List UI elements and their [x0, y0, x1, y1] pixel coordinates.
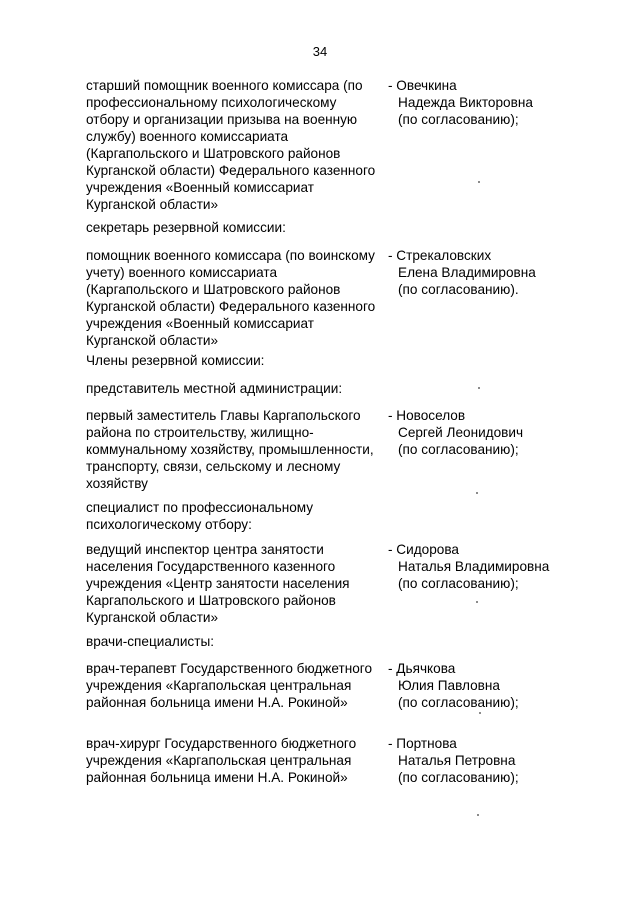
entry-note: (по согласованию); [398, 112, 519, 127]
entry-position: ведущий инспектор центра занятости населения Государственного казенного учреждения «Центр занятости населения Каргапольского и Шатровского районов Курганской области» [86, 542, 350, 625]
entry-position: первый заместитель Главы Каргапольского района по строительству, жилищно-коммунальному хозяйству, промышленности, транспорту, связи, сельскому и лесному хозяйству [86, 408, 374, 491]
entry-ovechkina [86, 77, 576, 213]
scan-speck [478, 181, 480, 183]
entry-surname: - Овечкина [388, 78, 457, 93]
entry-portnova [86, 735, 576, 786]
entry-dyachkova [86, 660, 576, 711]
entry-name: Юлия Павловна [398, 678, 500, 693]
section-members: Члены резервной комиссии: [86, 353, 265, 368]
entry-surname: - Дьячкова [388, 661, 456, 676]
entry-strekalovskikh [86, 247, 576, 349]
entry-position: врач-терапевт Государственного бюджетного учреждения «Каргапольская центральная районная больница имени Н.А. Рокиной» [86, 661, 373, 710]
entry-name: Елена Владимировна [398, 265, 536, 280]
entry-note: (по согласованию); [398, 770, 519, 785]
entry-note: (по согласованию); [398, 442, 519, 457]
entry-person [388, 541, 549, 626]
entry-person [388, 407, 523, 492]
entry-surname: - Новоселов [388, 408, 466, 423]
scan-speck [479, 712, 481, 714]
section-doctors: врачи-специалисты: [86, 634, 214, 649]
entry-note: (по согласованию); [398, 576, 519, 591]
scan-speck [476, 492, 478, 494]
entry-novoselov [86, 407, 576, 492]
page-number: 34 [312, 44, 328, 59]
section-psych: специалист по профессиональному психологическому отбору: [86, 500, 314, 532]
entry-position: врач-хирург Государственного бюджетного учреждения «Каргапольская центральная районная больница имени Н.А. Рокиной» [86, 736, 357, 785]
entry-surname: - Портнова [388, 736, 457, 751]
scan-speck [477, 814, 479, 816]
entry-name: Сергей Леонидович [398, 425, 524, 440]
entry-name: Наталья Владимировна [398, 559, 550, 574]
entry-person [388, 247, 536, 349]
section-local-admin: представитель местной администрации: [86, 381, 343, 396]
section-secretary: секретарь резервной комиссии: [86, 220, 286, 235]
entry-person [388, 660, 519, 711]
entry-surname: - Стрекаловских [388, 248, 492, 263]
entry-person [388, 735, 519, 786]
entry-position: помощник военного комиссара (по воинскому учету) военного комиссариата (Каргапольского и Шатровского районов Курганской области) Федерального казенного учреждения «Военный комиссариат Курганской области» [86, 248, 376, 348]
entry-sidorova [86, 541, 576, 626]
entry-note: (по согласованию). [398, 282, 519, 297]
scan-speck [476, 601, 478, 603]
entry-note: (по согласованию); [398, 695, 519, 710]
entry-position: старший помощник военного комиссара (по профессиональному психологическому отбору и организации призыва на военную службу) военного комиссариата (Каргапольского и Шатровского районов Курганской области) Федерального казенного учреждения «Военный комиссариат Курганской области» [86, 78, 376, 212]
entry-person [388, 77, 533, 213]
entry-name: Надежда Викторовна [398, 95, 533, 110]
entry-surname: - Сидорова [388, 542, 459, 557]
entry-name: Наталья Петровна [398, 753, 516, 768]
scan-speck [478, 387, 480, 389]
